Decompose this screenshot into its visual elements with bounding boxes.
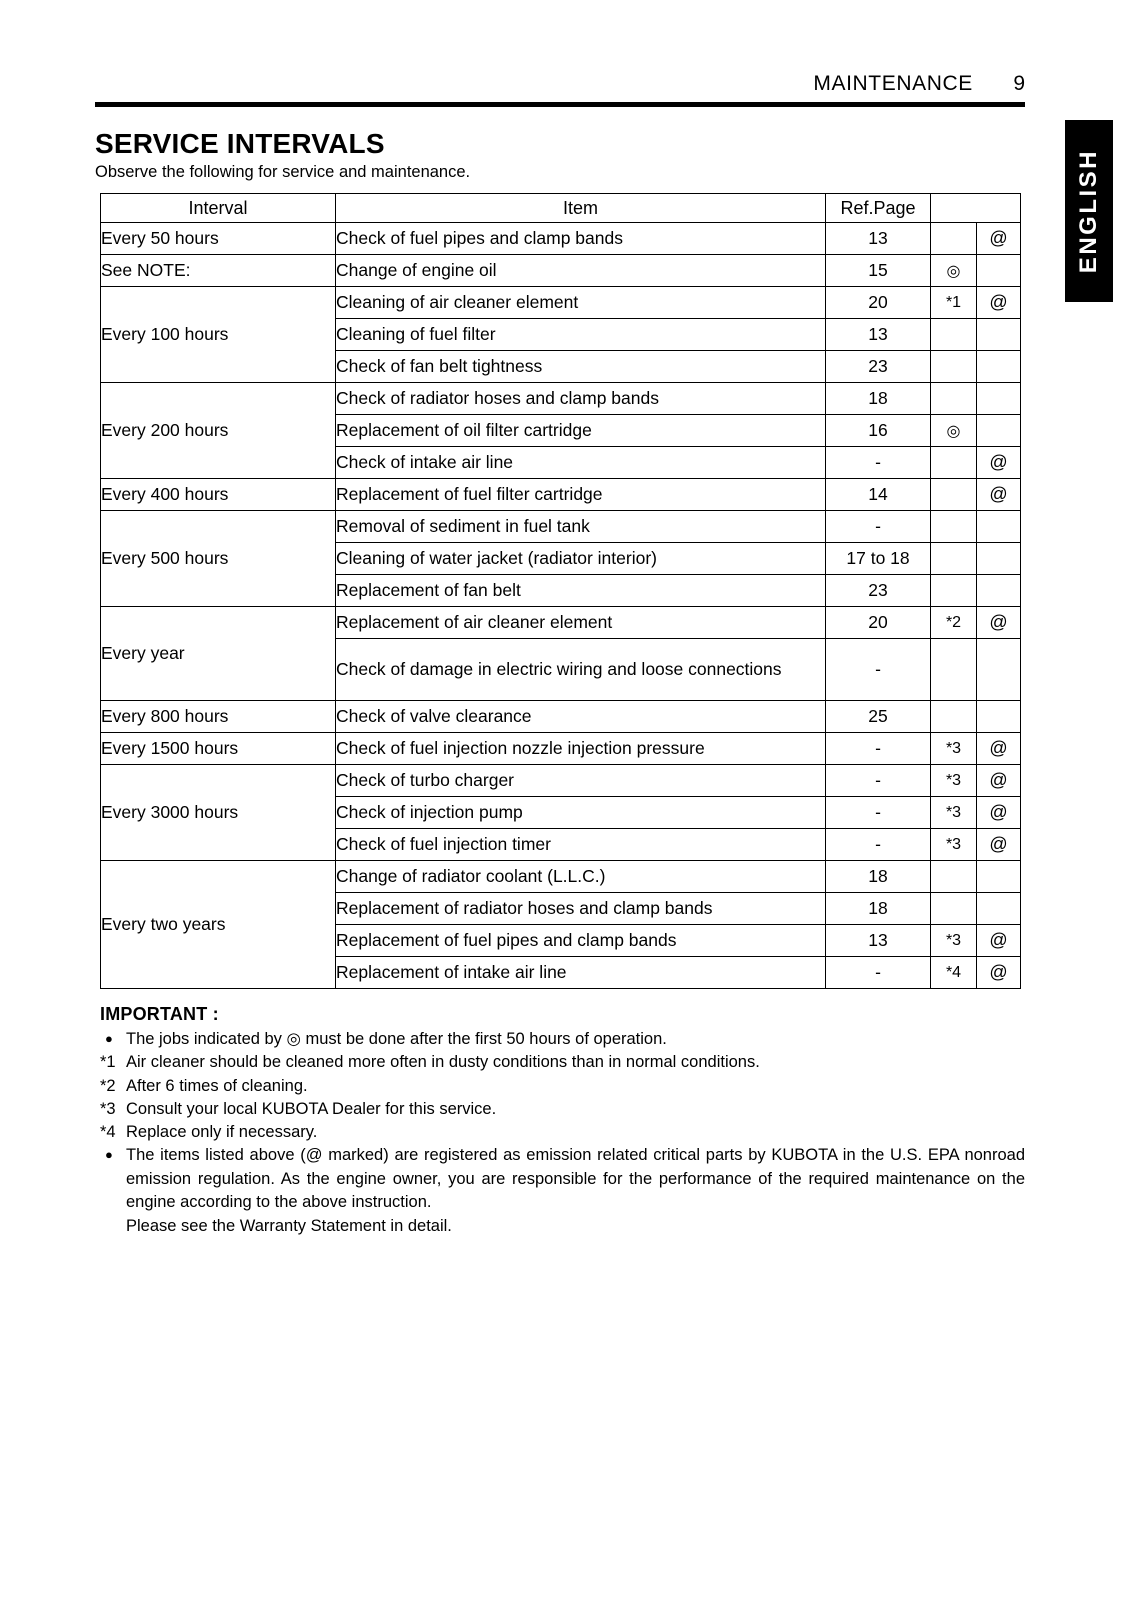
cell-note-mark: *1 — [931, 287, 977, 319]
note-text: Consult your local KUBOTA Dealer for this service. — [126, 1099, 497, 1118]
important-note-item — [100, 1121, 1025, 1143]
cell-item: Replacement of fan belt — [336, 575, 826, 607]
table-row — [101, 479, 1021, 511]
cell-item: Check of valve clearance — [336, 701, 826, 733]
table-row — [101, 223, 1021, 255]
important-note-item — [100, 1144, 1025, 1238]
cell-ref-page: 25 — [826, 701, 931, 733]
note-star-marker: *1 — [100, 1053, 116, 1072]
cell-note-mark: ◎ — [931, 415, 977, 447]
cell-emission-mark: @ — [977, 925, 1021, 957]
cell-emission-mark: @ — [977, 957, 1021, 989]
table-row — [101, 511, 1021, 543]
cell-interval: Every 500 hours — [101, 511, 336, 607]
cell-item: Check of damage in electric wiring and loose connections — [336, 639, 826, 701]
cell-interval: Every 3000 hours — [101, 765, 336, 861]
note-text: The items listed above (@ marked) are registered as emission related critical parts by KUBOTA in the U.S. EPA nonroad emission regulation. As the engine owner, you are responsible for the performance of the required maintenance on the engine according to the above instruction. Please see the Warranty Statement in detail. — [126, 1144, 1025, 1238]
important-notes-title: IMPORTANT : — [100, 1004, 219, 1024]
important-note-item — [100, 1051, 1025, 1073]
cell-item: Change of radiator coolant (L.L.C.) — [336, 861, 826, 893]
cell-note-mark — [931, 319, 977, 351]
cell-note-mark — [931, 383, 977, 415]
page-running-header — [95, 72, 1025, 96]
cell-emission-mark — [977, 893, 1021, 925]
cell-interval: Every 100 hours — [101, 287, 336, 383]
cell-emission-mark: @ — [977, 447, 1021, 479]
cell-item: Check of injection pump — [336, 797, 826, 829]
cell-note-mark: *3 — [931, 797, 977, 829]
page-header-title: MAINTENANCE — [813, 72, 973, 95]
cell-note-mark: *3 — [931, 829, 977, 861]
column-header-item: Item — [336, 194, 826, 223]
header-rule-divider — [95, 102, 1025, 107]
cell-ref-page: - — [826, 829, 931, 861]
cell-note-mark — [931, 861, 977, 893]
cell-emission-mark — [977, 351, 1021, 383]
cell-item: Check of intake air line — [336, 447, 826, 479]
cell-item: Replacement of fuel pipes and clamp bands — [336, 925, 826, 957]
column-header-interval: Interval — [101, 194, 336, 223]
cell-ref-page: - — [826, 765, 931, 797]
note-text: The jobs indicated by ◎ must be done after the first 50 hours of operation. — [126, 1030, 667, 1048]
note-bullet-icon: ● — [105, 1147, 113, 1163]
page-number: 9 — [1013, 72, 1025, 95]
cell-note-mark: *3 — [931, 765, 977, 797]
note-star-marker: *4 — [100, 1123, 116, 1142]
cell-ref-page: 20 — [826, 607, 931, 639]
cell-emission-mark: @ — [977, 765, 1021, 797]
cell-note-mark: *4 — [931, 957, 977, 989]
cell-note-mark — [931, 351, 977, 383]
cell-note-mark — [931, 511, 977, 543]
cell-ref-page: 13 — [826, 925, 931, 957]
cell-note-mark — [931, 223, 977, 255]
cell-interval: Every year — [101, 607, 336, 701]
cell-emission-mark — [977, 255, 1021, 287]
note-bullet-icon: ● — [105, 1031, 113, 1046]
cell-item: Cleaning of air cleaner element — [336, 287, 826, 319]
note-text: Replace only if necessary. — [126, 1123, 318, 1142]
cell-emission-mark — [977, 575, 1021, 607]
cell-item: Replacement of air cleaner element — [336, 607, 826, 639]
important-notes-list — [100, 1028, 1025, 1238]
cell-ref-page: 23 — [826, 575, 931, 607]
cell-item: Check of turbo charger — [336, 765, 826, 797]
cell-item: Check of radiator hoses and clamp bands — [336, 383, 826, 415]
cell-item: Replacement of radiator hoses and clamp bands — [336, 893, 826, 925]
cell-ref-page: - — [826, 447, 931, 479]
cell-note-mark — [931, 893, 977, 925]
note-text: After 6 times of cleaning. — [126, 1076, 308, 1095]
cell-emission-mark: @ — [977, 829, 1021, 861]
service-intervals-table — [100, 193, 1021, 989]
cell-emission-mark: @ — [977, 287, 1021, 319]
table-header-row — [101, 194, 1021, 223]
cell-interval: Every 200 hours — [101, 383, 336, 479]
cell-ref-page: 20 — [826, 287, 931, 319]
note-text: Air cleaner should be cleaned more often in dusty conditions than in normal conditions. — [126, 1053, 760, 1072]
important-note-item — [100, 1098, 1025, 1120]
cell-interval: Every 50 hours — [101, 223, 336, 255]
cell-ref-page: 17 to 18 — [826, 543, 931, 575]
table-row — [101, 607, 1021, 639]
cell-item: Check of fan belt tightness — [336, 351, 826, 383]
cell-note-mark: *2 — [931, 607, 977, 639]
cell-interval: Every 400 hours — [101, 479, 336, 511]
cell-emission-mark — [977, 861, 1021, 893]
cell-ref-page: - — [826, 639, 931, 701]
table-row — [101, 383, 1021, 415]
cell-emission-mark — [977, 701, 1021, 733]
cell-ref-page: 13 — [826, 223, 931, 255]
note-star-marker: *3 — [100, 1099, 116, 1118]
cell-item: Cleaning of fuel filter — [336, 319, 826, 351]
cell-item: Check of fuel injection nozzle injection pressure — [336, 733, 826, 765]
cell-emission-mark — [977, 383, 1021, 415]
table-row — [101, 287, 1021, 319]
cell-ref-page: 18 — [826, 383, 931, 415]
cell-interval: Every 800 hours — [101, 701, 336, 733]
note-star-marker: *2 — [100, 1076, 116, 1095]
cell-emission-mark: @ — [977, 223, 1021, 255]
cell-emission-mark — [977, 319, 1021, 351]
table-row — [101, 765, 1021, 797]
cell-note-mark: ◎ — [931, 255, 977, 287]
cell-emission-mark: @ — [977, 607, 1021, 639]
cell-interval: See NOTE: — [101, 255, 336, 287]
table-body — [101, 223, 1021, 989]
cell-ref-page: 15 — [826, 255, 931, 287]
cell-note-mark — [931, 639, 977, 701]
cell-item: Replacement of oil filter cartridge — [336, 415, 826, 447]
cell-emission-mark: @ — [977, 733, 1021, 765]
section-intro-text: Observe the following for service and maintenance. — [95, 163, 471, 181]
table-row — [101, 701, 1021, 733]
table-row — [101, 861, 1021, 893]
cell-note-mark — [931, 479, 977, 511]
cell-emission-mark: @ — [977, 479, 1021, 511]
cell-note-mark — [931, 447, 977, 479]
cell-note-mark: *3 — [931, 925, 977, 957]
cell-ref-page: - — [826, 733, 931, 765]
cell-ref-page: 18 — [826, 861, 931, 893]
cell-ref-page: 23 — [826, 351, 931, 383]
cell-emission-mark — [977, 639, 1021, 701]
cell-emission-mark — [977, 415, 1021, 447]
cell-ref-page: 18 — [826, 893, 931, 925]
section-title: SERVICE INTERVALS — [95, 128, 385, 159]
table-header — [101, 194, 1021, 223]
cell-note-mark: *3 — [931, 733, 977, 765]
cell-interval: Every two years — [101, 861, 336, 989]
cell-item: Change of engine oil — [336, 255, 826, 287]
service-intervals-table-container — [100, 193, 1020, 989]
cell-ref-page: - — [826, 957, 931, 989]
cell-item: Cleaning of water jacket (radiator interior) — [336, 543, 826, 575]
cell-item: Replacement of fuel filter cartridge — [336, 479, 826, 511]
cell-ref-page: 13 — [826, 319, 931, 351]
language-side-tab — [1065, 120, 1113, 302]
column-header-marks — [931, 194, 1021, 223]
cell-ref-page: 14 — [826, 479, 931, 511]
cell-interval: Every 1500 hours — [101, 733, 336, 765]
cell-emission-mark: @ — [977, 797, 1021, 829]
cell-item: Check of fuel injection timer — [336, 829, 826, 861]
table-row — [101, 733, 1021, 765]
cell-note-mark — [931, 701, 977, 733]
cell-ref-page: - — [826, 511, 931, 543]
cell-item: Replacement of intake air line — [336, 957, 826, 989]
column-header-ref-page: Ref.Page — [826, 194, 931, 223]
cell-note-mark — [931, 543, 977, 575]
language-side-tab-label: ENGLISH — [1075, 148, 1102, 274]
cell-emission-mark — [977, 543, 1021, 575]
cell-ref-page: 16 — [826, 415, 931, 447]
cell-item: Check of fuel pipes and clamp bands — [336, 223, 826, 255]
important-notes-block — [100, 1004, 1025, 1239]
important-note-item — [100, 1075, 1025, 1097]
cell-item: Removal of sediment in fuel tank — [336, 511, 826, 543]
cell-note-mark — [931, 575, 977, 607]
table-row — [101, 255, 1021, 287]
note-text-tail: Please see the Warranty Statement in detail. — [126, 1216, 452, 1235]
important-note-item — [100, 1028, 1025, 1050]
cell-ref-page: - — [826, 797, 931, 829]
cell-emission-mark — [977, 511, 1021, 543]
